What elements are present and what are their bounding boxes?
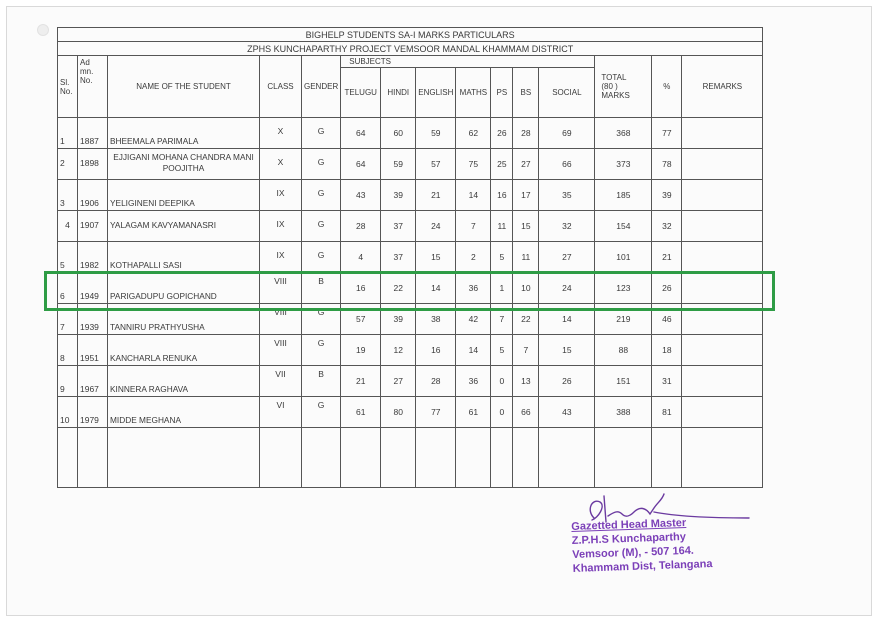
table-row-highlighted: 5 1982 KOTHAPALLI SASI IX G 4 37 15 2 5 11 27 101 21: [58, 242, 763, 273]
header-admn-no: Ad mn. No.: [78, 56, 108, 118]
student-name: TANNIRU PRATHYUSHA: [108, 304, 260, 335]
student-name: KOTHAPALLI SASI: [108, 242, 260, 273]
student-name: KINNERA RAGHAVA: [108, 366, 260, 397]
student-name: YALAGAM KAVYAMANASRI: [108, 211, 260, 242]
header-ps: PS: [491, 68, 513, 118]
header-class: CLASS: [260, 56, 302, 118]
header-hindi: HINDI: [381, 68, 416, 118]
highlight-box: [44, 271, 775, 311]
table-row: 2 1898 EJJIGANI MOHANA CHANDRA MANI POOJITHA X G 64 59 57 75 25 27 66 373 78: [58, 149, 763, 180]
student-name: KANCHARLA RENUKA: [108, 335, 260, 366]
table-row: 10 1979 MIDDE MEGHANA VI G 61 80 77 61 0 66 43 388 81: [58, 397, 763, 428]
table-row: 6 1949 PARIGADUPU GOPICHAND VIII B 16 22 14 36 1 10 24 123 26: [58, 273, 763, 304]
header-english: ENGLISH: [416, 68, 456, 118]
student-name: EJJIGANI MOHANA CHANDRA MANI POOJITHA: [108, 149, 260, 180]
table-row: 7 1939 TANNIRU PRATHYUSHA VIII G 57 39 38 42 7 22 14 219 46: [58, 304, 763, 335]
table-row: 4 1907 YALAGAM KAVYAMANASRI IX G 28 37 24 7 11 15 32 154 32: [58, 211, 763, 242]
header-total: TOTAL (80 ) MARKS: [595, 56, 652, 118]
table-row: 3 1906 YELIGINENI DEEPIKA IX G 43 39 21 14 16 17 35 185 39: [58, 180, 763, 211]
table-row: 9 1967 KINNERA RAGHAVA VII B 21 27 28 36 0 13 26 151 31: [58, 366, 763, 397]
header-remarks: REMARKS: [682, 56, 763, 118]
header-maths: MATHS: [456, 68, 491, 118]
table-row-empty: [58, 428, 763, 488]
table-row: 1 1887 BHEEMALA PARIMALA X G 64 60 59 62 26 28 69 368 77: [58, 118, 763, 149]
header-subjects: SUBJECTS: [341, 56, 595, 68]
header-percent: %: [652, 56, 682, 118]
header-bs: BS: [513, 68, 539, 118]
marks-table: [57, 27, 763, 488]
student-name: BHEEMALA PARIMALA: [108, 118, 260, 149]
header-sl-no: Sl. No.: [58, 56, 78, 118]
school-stamp: Gazetted Head Master Z.P.H.S Kunchaparthy Vemsoor (M), - 507 164. Khammam Dist, Telangana: [571, 516, 713, 575]
table-row: 8 1951 KANCHARLA RENUKA VIII G 19 12 16 14 5 7 15 88 18: [58, 335, 763, 366]
document-subtitle: ZPHS KUNCHAPARTHY PROJECT VEMSOOR MANDAL KHAMMAM DISTRICT: [58, 42, 763, 56]
student-name: YELIGINENI DEEPIKA: [108, 180, 260, 211]
document-title: BIGHELP STUDENTS SA-I MARKS PARTICULARS: [58, 28, 763, 42]
header-gender: GENDER: [302, 56, 341, 118]
student-name: PARIGADUPU GOPICHAND: [108, 273, 260, 304]
punch-hole: [37, 24, 49, 36]
header-student-name: NAME OF THE STUDENT: [108, 56, 260, 118]
student-name: MIDDE MEGHANA: [108, 397, 260, 428]
header-telugu: TELUGU: [341, 68, 381, 118]
header-social: SOCIAL: [539, 68, 595, 118]
